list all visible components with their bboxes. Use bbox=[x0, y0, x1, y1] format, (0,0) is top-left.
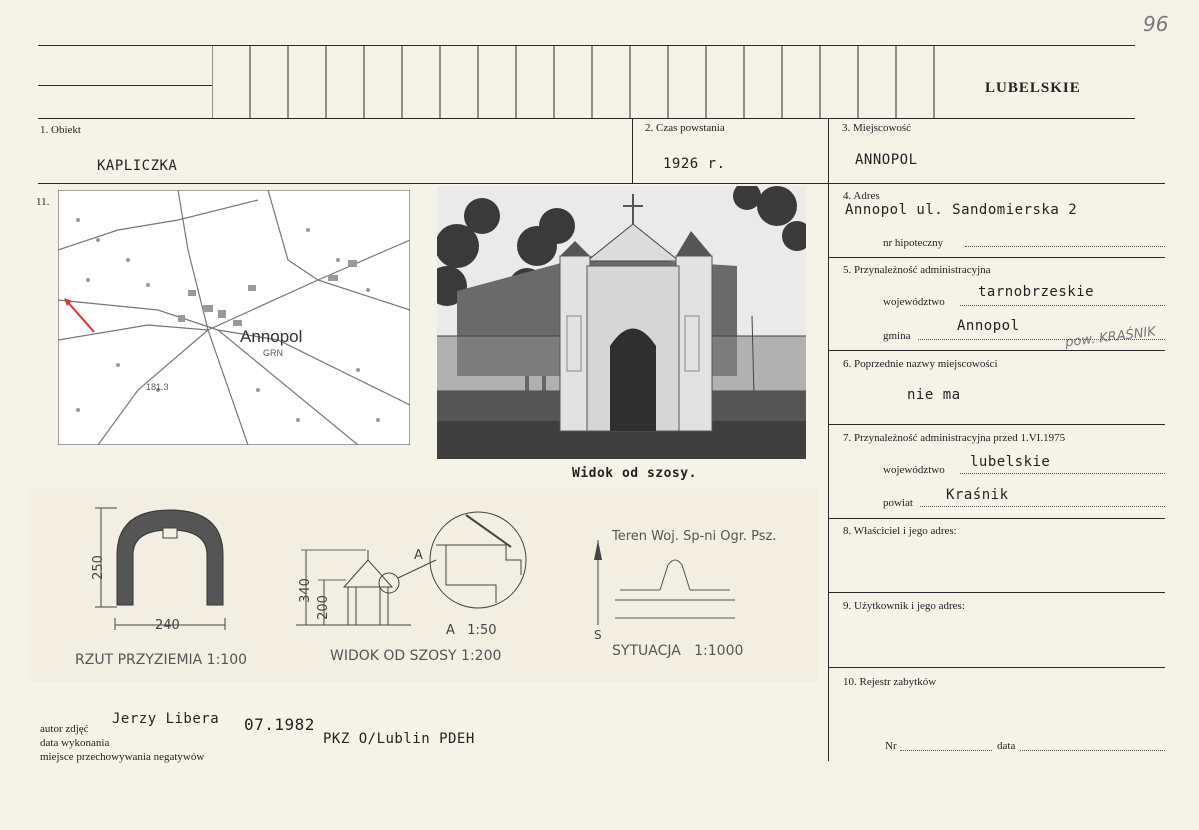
header-mid-rule bbox=[38, 85, 212, 86]
plan-label: RZUT PRZYZIEMIA 1:100 bbox=[75, 652, 248, 668]
field-2-label: 2. Czas powstania bbox=[645, 122, 725, 134]
divider bbox=[828, 592, 1165, 593]
view-label: WIDOK OD SZOSY 1:200 bbox=[330, 648, 502, 664]
detail-a-marker: A bbox=[414, 548, 423, 563]
plan-dim-width: 240 bbox=[155, 618, 180, 633]
divider bbox=[38, 183, 1165, 184]
detail-label: A 1:50 bbox=[446, 623, 497, 638]
field-2-value: 1926 r. bbox=[663, 156, 726, 172]
view-dim-200: 200 bbox=[315, 595, 331, 620]
data-line bbox=[1020, 750, 1165, 751]
region-label: LUBELSKIE bbox=[985, 80, 1081, 96]
divider bbox=[828, 667, 1165, 668]
field-4-value: Annopol ul. Sandomierska 2 bbox=[845, 202, 1078, 218]
field-10-nr-label: Nr bbox=[885, 740, 897, 752]
map-sub-label: GRN bbox=[263, 348, 283, 358]
woj7-line bbox=[960, 473, 1165, 474]
field-8-label: 8. Właściciel i jego adres: bbox=[843, 525, 957, 537]
site-plan-drawing bbox=[590, 530, 750, 640]
nr-line bbox=[900, 750, 992, 751]
field-9-label: 9. Użytkownik i jego adres: bbox=[843, 600, 965, 612]
place-label: miejsce przechowywania negatywów bbox=[40, 751, 205, 763]
field-11-label: 11. bbox=[36, 196, 50, 208]
photo-caption: Widok od szosy. bbox=[572, 466, 697, 481]
author-value: Jerzy Libera bbox=[112, 711, 220, 727]
divider bbox=[828, 424, 1165, 425]
map-town-label: Annopol bbox=[240, 327, 303, 346]
field-1-value: KAPLICZKA bbox=[97, 158, 178, 174]
field-3-label: 3. Miejscowość bbox=[842, 122, 912, 134]
field-3-value: ANNOPOL bbox=[855, 152, 918, 168]
divider bbox=[828, 118, 829, 184]
floor-plan-drawing bbox=[95, 500, 245, 635]
field-5-label: 5. Przynależność administracyjna bbox=[843, 264, 991, 276]
site-title: Teren Woj. Sp-ni Ogr. Psz. bbox=[612, 529, 777, 544]
field-7-label: 7. Przynależność administracyjna przed 1.VI.1975 bbox=[843, 432, 1066, 444]
field-1-label: 1. Obiekt bbox=[40, 124, 81, 136]
field-5-woj-label: województwo bbox=[883, 296, 945, 308]
field-5-woj-value: tarnobrzeskie bbox=[978, 284, 1095, 300]
field-7-woj-value: lubelskie bbox=[970, 454, 1051, 470]
chapel-photo bbox=[437, 186, 806, 459]
view-dim-340: 340 bbox=[297, 578, 313, 603]
divider bbox=[828, 350, 1165, 351]
page-number: 96 bbox=[1143, 12, 1169, 36]
powiat-line bbox=[920, 506, 1165, 507]
field-7-powiat-value: Kraśnik bbox=[946, 487, 1009, 503]
field-5-gmina-note: pow. KRAŚNIK bbox=[1064, 324, 1157, 351]
plan-dim-height: 250 bbox=[90, 555, 106, 580]
divider bbox=[632, 118, 633, 184]
date-label: data wykonania bbox=[40, 737, 110, 749]
divider bbox=[828, 257, 1165, 258]
field-7-powiat-label: powiat bbox=[883, 497, 913, 509]
gmina-line bbox=[918, 339, 1165, 340]
hipo-line bbox=[965, 246, 1165, 247]
field-4-label: 4. Adres bbox=[843, 190, 880, 202]
place-value: PKZ O/Lublin PDEH bbox=[323, 731, 475, 747]
map-elev-label: 181.3 bbox=[146, 382, 169, 392]
author-label: autor zdjęć bbox=[40, 723, 89, 735]
side-view-drawing bbox=[296, 505, 536, 650]
woj-line bbox=[960, 305, 1165, 306]
site-label: SYTUACJA 1:1000 bbox=[612, 643, 744, 659]
field-10-data-label: data bbox=[997, 740, 1016, 752]
divider bbox=[828, 518, 1165, 519]
divider bbox=[828, 183, 829, 761]
date-value: 07.1982 bbox=[244, 715, 315, 734]
field-5-gmina-label: gmina bbox=[883, 330, 911, 342]
field-5-gmina-value: Annopol bbox=[957, 318, 1020, 334]
field-6-value: nie ma bbox=[907, 387, 961, 403]
field-4-hipo-label: nr hipoteczny bbox=[883, 237, 944, 249]
location-map bbox=[58, 190, 410, 445]
field-6-label: 6. Poprzednie nazwy miejscowości bbox=[843, 358, 998, 370]
field-10-label: 10. Rejestr zabytków bbox=[843, 676, 937, 688]
south-marker: S bbox=[594, 628, 602, 642]
field-7-woj-label: województwo bbox=[883, 464, 945, 476]
